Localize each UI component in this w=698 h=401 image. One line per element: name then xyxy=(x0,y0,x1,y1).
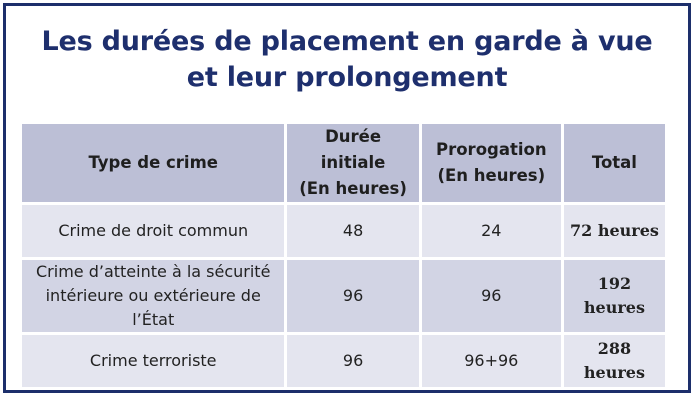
cell-initiale: 48 xyxy=(287,205,418,257)
cell-type xyxy=(22,335,284,387)
table-header-row xyxy=(22,124,665,202)
cell-type-text: Crime terroriste xyxy=(89,351,217,370)
header-prorogation xyxy=(422,124,561,202)
cell-type xyxy=(22,205,284,257)
durations-table xyxy=(19,121,668,390)
table-row xyxy=(22,260,665,332)
header-prorogation-label: Prorogation xyxy=(435,140,547,159)
header-type-label: Type de crime xyxy=(88,153,218,172)
page-title xyxy=(6,24,688,96)
cell-total: 288 heures xyxy=(564,335,665,387)
header-type-de-crime xyxy=(22,124,284,202)
cell-type xyxy=(22,260,284,332)
title-line-1: Les durées de placement en garde à vue xyxy=(41,26,653,57)
cell-prorogation: 24 xyxy=(422,205,561,257)
cell-total: 192 heures xyxy=(564,260,665,332)
header-duree-initiale xyxy=(287,124,418,202)
cell-initiale: 96 xyxy=(287,260,418,332)
header-duree-label: Durée initiale xyxy=(320,127,386,172)
title-line-2: et leur prolongement xyxy=(186,62,508,93)
cell-total: 72 heures xyxy=(564,205,665,257)
cell-type-text-line-1: Crime d’atteinte à la sécurité xyxy=(36,262,271,281)
table-row xyxy=(22,205,665,257)
header-duree-unit: (En heures) xyxy=(299,179,407,198)
cell-type-text: Crime de droit commun xyxy=(58,221,249,240)
cell-prorogation: 96+96 xyxy=(422,335,561,387)
header-prorogation-unit: (En heures) xyxy=(437,166,546,185)
table-row xyxy=(22,335,665,387)
cell-initiale: 96 xyxy=(287,335,418,387)
header-total-label: Total xyxy=(591,153,637,172)
header-total xyxy=(564,124,665,202)
cell-type-text-line-2: intérieure ou extérieure de l’État xyxy=(45,286,261,329)
cell-prorogation: 96 xyxy=(422,260,561,332)
